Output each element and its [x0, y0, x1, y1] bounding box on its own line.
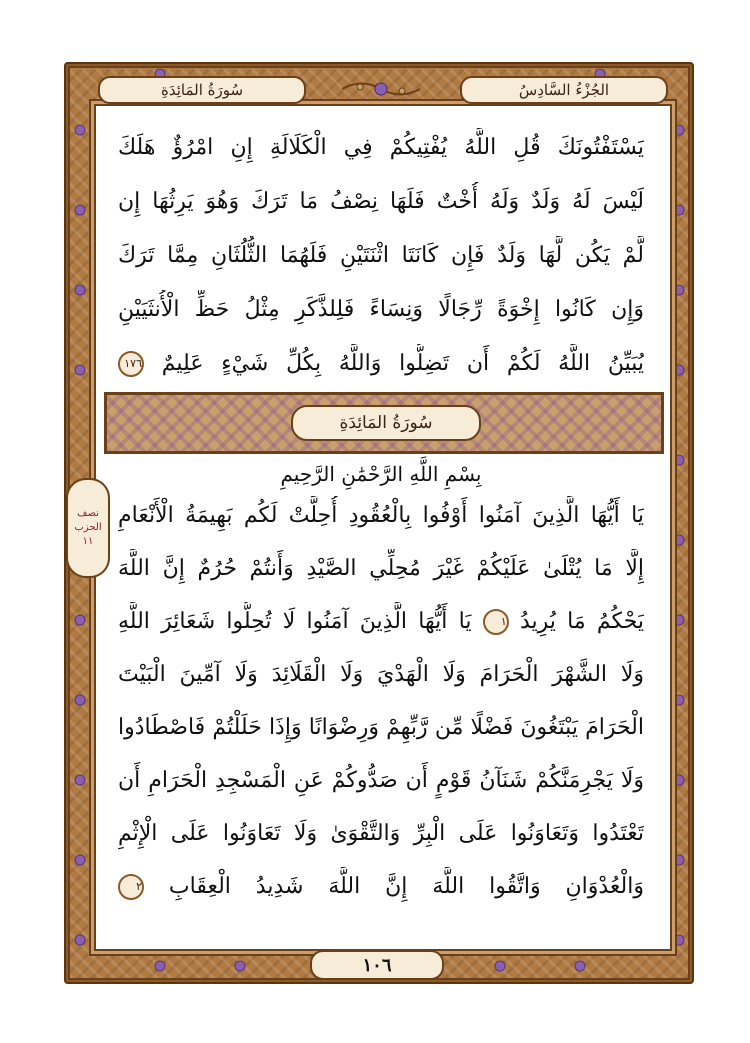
header-ornament-icon — [342, 78, 420, 100]
ayah-number-marker: ٢ — [118, 874, 144, 900]
verse-line: إِلَّا مَا يُتْلَىٰ عَلَيْكُمْ غَيْرَ مُحِلِّي الصَّيْدِ وَأَنتُمْ حُرُمٌ إِنَّ اللَّهَ — [118, 556, 644, 581]
verse-line: تَعْتَدُوا وَتَعَاوَنُوا عَلَى الْبِرِّ وَالتَّقْوَىٰ وَلَا تَعَاوَنُوا عَلَى الْإِثْمِ — [118, 821, 644, 846]
juz-label: الجُزْءُ السَّادِسُ — [460, 76, 668, 104]
verse-line: يَا أَيُّهَا الَّذِينَ آمَنُوا أَوْفُوا بِالْعُقُودِ أُحِلَّتْ لَكُم بَهِيمَةُ الْأَنْعَامِ — [118, 503, 644, 528]
hizb-label-half: نصف — [77, 508, 99, 519]
surah-title-banner — [104, 392, 664, 454]
verse-text: وَالْعُدْوَانِ وَاتَّقُوا اللَّهَ إِنَّ اللَّهَ شَدِيدُ الْعِقَابِ — [168, 874, 644, 899]
verse-line: وَلَا يَجْرِمَنَّكُمْ شَنَآنُ قَوْمٍ أَن صَدُّوكُمْ عَنِ الْمَسْجِدِ الْحَرَامِ أَن — [118, 768, 644, 793]
ayah-number-marker: ١ — [483, 609, 509, 635]
verse-line: وَلَا الشَّهْرَ الْحَرَامَ وَلَا الْهَدْيَ وَلَا الْقَلَائِدَ وَلَا آمِّينَ الْبَيْتَ — [118, 662, 644, 687]
verse-text: يُبَيِّنُ اللَّهُ لَكُمْ أَن تَضِلُّوا وَاللَّهُ بِكُلِّ شَيْءٍ عَلِيمٌ — [161, 351, 644, 376]
hizb-marker — [66, 478, 110, 578]
verse-text: يَحْكُمُ مَا يُرِيدُ — [519, 609, 644, 634]
hizb-number: ١١ — [82, 536, 94, 547]
verse-line — [118, 602, 644, 642]
verse-line: يَسْتَفْتُونَكَ قُلِ اللَّهُ يُفْتِيكُمْ فِي الْكَلَالَةِ إِنِ امْرُؤٌ هَلَكَ — [118, 135, 644, 160]
basmala: بِسْمِ اللَّهِ الرَّحْمَٰنِ الرَّحِيمِ — [280, 462, 482, 486]
verse-text: يَا أَيُّهَا الَّذِينَ آمَنُوا لَا تُحِلُّوا شَعَائِرَ اللَّهِ — [118, 609, 472, 634]
hizb-label: الحزب — [74, 522, 102, 533]
page-number: ١٠٦ — [310, 950, 444, 980]
page-header — [94, 76, 668, 102]
ayah-number-marker: ١٧٦ — [118, 351, 144, 377]
verse-line — [118, 344, 644, 384]
verse-line — [118, 867, 644, 907]
verse-line: وَإِن كَانُوا إِخْوَةً رِّجَالًا وَنِسَاءً فَلِلذَّكَرِ مِثْلُ حَظِّ الْأُنثَيَيْنِ — [118, 297, 644, 322]
verse-line: لَيْسَ لَهُ وَلَدٌ وَلَهُ أُخْتٌ فَلَهَا نِصْفُ مَا تَرَكَ وَهُوَ يَرِثُهَا إِن — [118, 189, 644, 214]
verse-line: الْحَرَامَ يَبْتَغُونَ فَضْلًا مِّن رَّبِّهِمْ وَرِضْوَانًا وَإِذَا حَلَلْتُمْ فَاصْطَادُوا — [118, 715, 644, 740]
surah-header-label: سُورَةُ المَائِدَةِ — [98, 76, 306, 104]
surah-title: سُورَةُ المَائِدَةِ — [291, 405, 481, 441]
verse-line: لَّمْ يَكُن لَّهَا وَلَدٌ فَإِن كَانَتَا اثْنَتَيْنِ فَلَهُمَا الثُّلُثَانِ مِمَّا تَرَكَ — [118, 243, 644, 268]
